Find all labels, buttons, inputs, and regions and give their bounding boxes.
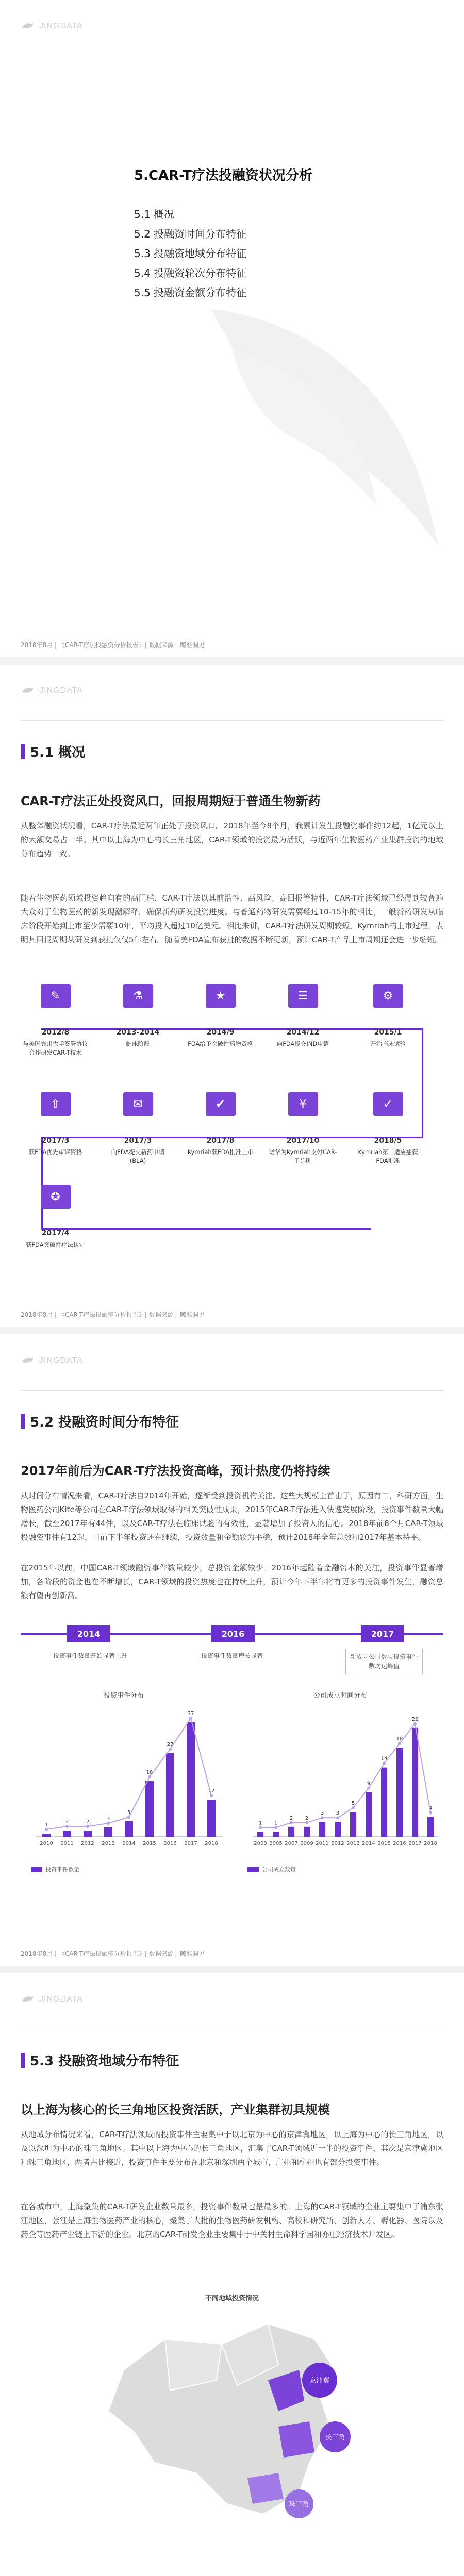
kymriah-timeline bbox=[21, 984, 443, 1273]
tick-label: 2018 bbox=[205, 1841, 218, 1846]
bar bbox=[366, 1792, 372, 1837]
bar bbox=[412, 1728, 418, 1837]
trend-point bbox=[383, 1762, 386, 1765]
data-label: 27 bbox=[167, 1742, 174, 1748]
tick-label: 2005 bbox=[269, 1841, 283, 1846]
toc-item[interactable]: 5.2 投融资时间分布特征 bbox=[134, 228, 247, 240]
chart-legend bbox=[31, 1865, 79, 1873]
paragraph: 从时间分布情况来看，CAR-T疗法自2014年开始，逐渐受到投资机构关注。这些大规模上首由于，原因有二，科研方面，生物医药公司Kite等公司在CAR-T疗法领域取得的相关突破性成果，2015年CAR-T疗法进入快速发展阶段，投资事件数量大幅增长，截至2017年有44件，以及CAR-T疗法在临床试验的有效性，显著增加了投资人的信心。2018年前8个月CAR-T领域投融资事件有12起，目前下半年投资还在继续，投资数量和金额较为平稳，预计2018年全年总数和2017年基本持平。 bbox=[21, 1491, 443, 1542]
toc-item[interactable]: 5.5 投融资金额分布特征 bbox=[134, 286, 247, 299]
trend-point bbox=[367, 1787, 370, 1790]
year-tag: 2014 bbox=[67, 1625, 110, 1642]
paragraph: 在2015年以前，中国CAR-T领域融资事件数量较少，总投资金额较少。2016年起随着金融资本的关注，投资事件显著增加，各阶段的资金也在不断增长，CAR-T领域的投资热度也在持续上升，预计今年下半年将有更多的投资事件发生，融资总额有望再创新高。 bbox=[21, 1563, 443, 1600]
whale-logo-icon bbox=[21, 1354, 34, 1367]
data-label: 12 bbox=[208, 1788, 215, 1794]
whale-logo-icon bbox=[21, 20, 34, 33]
toc-title: 5.CAR-T疗法投融资状况分析 bbox=[134, 168, 312, 183]
region-label-pearl bbox=[285, 2489, 313, 2518]
submit-icon: ✉ bbox=[123, 1092, 153, 1116]
section-subtitle: 以上海为核心的长三角地区投资活跃，产业集群初具规模 bbox=[21, 2103, 330, 2117]
bar bbox=[125, 1821, 133, 1837]
data-label: 18 bbox=[146, 1770, 153, 1775]
event-year: 2017/8 bbox=[206, 1137, 235, 1145]
bar bbox=[335, 1822, 341, 1837]
data-label: 1 bbox=[258, 1820, 262, 1826]
timeline-event bbox=[103, 1092, 173, 1165]
toc-item[interactable]: 5.1 概况 bbox=[134, 208, 175, 221]
data-label: 5 bbox=[351, 1801, 355, 1806]
bar bbox=[207, 1800, 216, 1837]
data-label: 1 bbox=[274, 1820, 278, 1826]
region-label: 珠三角 bbox=[289, 2501, 309, 2509]
event-year: 2014/9 bbox=[206, 1028, 235, 1037]
tick-label: 2015 bbox=[377, 1841, 391, 1846]
decorative-bird-icon bbox=[201, 289, 449, 556]
timeline-event bbox=[103, 984, 173, 1048]
trend-point bbox=[189, 1717, 192, 1720]
trend-point bbox=[127, 1816, 130, 1819]
page-overview bbox=[0, 665, 464, 1334]
timeline-line bbox=[41, 1228, 371, 1230]
award-icon: ★ bbox=[206, 984, 236, 1008]
timeline-event bbox=[353, 984, 423, 1048]
data-label: 4 bbox=[428, 1805, 433, 1811]
trend-point bbox=[86, 1825, 89, 1828]
event-text: 临床阶段 bbox=[126, 1040, 150, 1047]
timeline-event bbox=[353, 1092, 423, 1165]
tick-label: 2012 bbox=[331, 1841, 344, 1846]
event-year: 2017/3 bbox=[41, 1137, 70, 1145]
event-year: 2014/12 bbox=[286, 1028, 320, 1037]
footnote: 2018年8月 | 《CAR-T疗法投融资分析报告》| 数据来源：鲸准洞见 bbox=[21, 1311, 205, 1318]
event-text: Kymriah获FDA批准上市 bbox=[187, 1148, 254, 1156]
data-label: 5 bbox=[127, 1810, 131, 1816]
bar bbox=[166, 1753, 174, 1837]
timeline-event bbox=[268, 984, 338, 1048]
trend-point bbox=[210, 1794, 213, 1797]
data-label: 1 bbox=[44, 1822, 48, 1828]
flask-icon: ⚗ bbox=[123, 984, 153, 1008]
region-yangtze-delta bbox=[278, 2421, 314, 2458]
trend-point bbox=[413, 1722, 417, 1725]
timeline-event bbox=[21, 1092, 90, 1157]
brand-name: JINGDATA bbox=[39, 1995, 83, 2004]
page-separator bbox=[0, 1966, 464, 1973]
event-year: 2017/4 bbox=[41, 1229, 70, 1238]
tick-label: 2011 bbox=[316, 1841, 329, 1846]
footnote: 2018年8月 | 《CAR-T疗法投融资分析报告》| 数据来源：鲸准洞见 bbox=[21, 1950, 205, 1957]
tick-label: 2007 bbox=[285, 1841, 298, 1846]
bar bbox=[396, 1748, 403, 1837]
brand-logo bbox=[21, 1354, 83, 1367]
chart-legend bbox=[247, 1865, 296, 1873]
event-year: 2018/5 bbox=[374, 1137, 402, 1145]
data-label: 3 bbox=[106, 1816, 110, 1822]
event-year: 2017/3 bbox=[124, 1137, 152, 1145]
event-text: 获FDA优先审评资格 bbox=[28, 1148, 82, 1156]
handshake-icon: ✎ bbox=[41, 984, 71, 1008]
paragraph: 在各城市中，上海聚集的CAR-T研发企业数量最多，投资事件数量也是最多的。上海的CAR-T领域的企业主要集中于浦东张江地区，张江是上海生物医药产业的核心，聚集了大批的生物医药研发机构、高校和研究所、创新人才、孵化器、医院以及药企等医药产业链上下游的企业。北京的CAR-T研发企业主要集中于中关村生命科学园和亦庄经济技术开发区。 bbox=[21, 2202, 443, 2239]
page-separator bbox=[0, 657, 464, 665]
section-title-text: 5.2 投融资时间分布特征 bbox=[30, 1415, 179, 1430]
divider bbox=[21, 720, 443, 721]
bar bbox=[42, 1834, 51, 1837]
data-label: 3 bbox=[336, 1810, 340, 1817]
tick-label: 2018 bbox=[424, 1841, 437, 1846]
event-text: 与美国宾州大学签署协议合作研发CAR-T技术 bbox=[23, 1040, 88, 1056]
region-label-yangtze bbox=[320, 2421, 351, 2452]
section-subtitle: CAR-T疗法正处投资风口，回报周期短于普通生物新药 bbox=[21, 794, 321, 808]
page-toc bbox=[0, 0, 464, 665]
event-text: FDA给予突破性药物资格 bbox=[188, 1040, 253, 1047]
trend-point bbox=[107, 1822, 110, 1825]
tick-label: 2009 bbox=[300, 1841, 313, 1846]
year-note: 新成立公司数与投资事件数均达峰值 bbox=[345, 1649, 423, 1674]
legend-label: 公司成立数量 bbox=[262, 1866, 296, 1873]
bar bbox=[84, 1831, 92, 1837]
bar bbox=[257, 1832, 263, 1837]
paragraph: 从地域分布情况来看，CAR-T疗法领域的投资事件主要集中于以北京为中心的京津冀地区，以上海为中心的长三角地区，以及以深圳为中心的珠三角地区。其中以上海为中心的长三角地区，汇集了CAR-T领域近一半的投资事件，其次是京津冀地区和珠三角地区，两者占比接近，投资事件主要分布在北京和深圳两个城市，广州和杭州也有部分投资事件。 bbox=[21, 2130, 443, 2167]
legend-label: 投资事件数量 bbox=[45, 1866, 79, 1873]
trend-point bbox=[45, 1828, 48, 1831]
trend-point bbox=[259, 1826, 262, 1829]
bar bbox=[288, 1827, 294, 1837]
bar bbox=[273, 1832, 279, 1837]
trend-point bbox=[321, 1816, 324, 1819]
page-separator bbox=[0, 1327, 464, 1334]
whale-logo-icon bbox=[21, 684, 34, 698]
event-year: 2017/10 bbox=[286, 1137, 320, 1145]
section-title-text: 5.1 概况 bbox=[30, 745, 86, 760]
timeline-event bbox=[268, 1092, 338, 1165]
tick-label: 2016 bbox=[163, 1841, 177, 1846]
event-text: 获FDA突破性疗法认定 bbox=[25, 1241, 86, 1248]
trend-line bbox=[260, 1724, 433, 1828]
data-label: 22 bbox=[411, 1716, 419, 1722]
data-label: 14 bbox=[380, 1756, 388, 1762]
tick-label: 2013 bbox=[346, 1841, 360, 1846]
year-note: 投资事件数量开始显著上升 bbox=[53, 1652, 127, 1659]
brand-logo bbox=[21, 1993, 83, 2006]
section-title bbox=[21, 2050, 179, 2070]
company-founding-chart bbox=[237, 1703, 443, 1857]
tick-label: 2017 bbox=[408, 1841, 422, 1846]
trend-point bbox=[429, 1811, 432, 1815]
timeline-event bbox=[21, 1185, 90, 1249]
trend-point bbox=[398, 1742, 401, 1745]
event-text: 向FDA提交IND申请 bbox=[276, 1040, 329, 1047]
trend-point bbox=[352, 1806, 355, 1809]
toc bbox=[134, 165, 392, 302]
trend-point bbox=[336, 1816, 339, 1819]
data-label: 18 bbox=[396, 1736, 403, 1742]
region-label: 长三角 bbox=[325, 2434, 345, 2442]
data-label: 2 bbox=[289, 1815, 293, 1821]
bar bbox=[350, 1812, 356, 1837]
tick-label: 2014 bbox=[362, 1841, 375, 1846]
data-label: 3 bbox=[320, 1810, 324, 1817]
bar bbox=[63, 1831, 71, 1837]
bar bbox=[381, 1768, 387, 1837]
document-icon: ☰ bbox=[288, 984, 318, 1008]
section-subtitle: 2017年前后为CAR-T疗法投资高峰，预计热度仍将持续 bbox=[21, 1464, 330, 1478]
trend-point bbox=[65, 1825, 69, 1828]
bar bbox=[304, 1827, 310, 1837]
event-year: 2012/8 bbox=[41, 1028, 70, 1037]
section-title bbox=[21, 742, 85, 761]
bar bbox=[319, 1822, 325, 1837]
tick-label: 2014 bbox=[122, 1841, 136, 1846]
brand-logo bbox=[21, 684, 83, 698]
paragraph: 从整体融资状况看，CAR-T疗法最近两年正处于投资风口。2018年至今8个月，我累计发生投融资事件约12起，1亿元以上的大额交易占一半。其中以上海为中心的长三角地区，CAR-T领域的投资最为活跃，与近两年生物医药产业集群投资的地域分布趋势一致。 bbox=[21, 821, 443, 858]
data-label: 2 bbox=[86, 1819, 90, 1825]
trial-icon: ⚙ bbox=[373, 984, 403, 1008]
event-text: Kymriah第二适应症获FDA批准 bbox=[358, 1148, 418, 1164]
timeline-event bbox=[186, 984, 255, 1048]
map-title: 不同地域投资情况 bbox=[205, 2295, 259, 2302]
china-map bbox=[93, 2308, 371, 2535]
year-tag: 2016 bbox=[211, 1625, 255, 1642]
year-tag: 2017 bbox=[361, 1625, 404, 1642]
event-text: 诺华为Kymriah支付CAR-T专利 bbox=[269, 1148, 337, 1164]
brand-logo bbox=[21, 20, 83, 33]
trend-point bbox=[148, 1775, 151, 1778]
event-text: 开始临床试验 bbox=[370, 1040, 406, 1047]
region-label-jingjinji bbox=[302, 2363, 337, 2398]
page-region-distribution bbox=[0, 1973, 464, 2576]
chart-title: 公司成立时间分布 bbox=[313, 1692, 367, 1700]
approve-icon: ✓ bbox=[373, 1092, 403, 1116]
toc-list bbox=[134, 205, 392, 302]
whale-logo-icon bbox=[21, 1993, 34, 2006]
priority-icon: ⇧ bbox=[41, 1092, 71, 1116]
tick-label: 2003 bbox=[254, 1841, 267, 1846]
brand-name: JINGDATA bbox=[39, 22, 83, 30]
tick-label: 2015 bbox=[143, 1841, 156, 1846]
tick-label: 2013 bbox=[102, 1841, 115, 1846]
region-pearl-delta bbox=[247, 2473, 284, 2504]
brand-name: JINGDATA bbox=[39, 1356, 83, 1365]
divider bbox=[21, 1390, 443, 1391]
trend-point bbox=[274, 1826, 277, 1829]
bar bbox=[145, 1781, 154, 1837]
tick-label: 2016 bbox=[393, 1841, 406, 1846]
data-label: 2 bbox=[65, 1819, 69, 1825]
trend-point bbox=[305, 1821, 308, 1824]
event-text: 向FDA提交新药申请(BLA) bbox=[111, 1148, 165, 1164]
section-title bbox=[21, 1412, 179, 1431]
check-icon: ✔ bbox=[206, 1092, 236, 1116]
tick-label: 2012 bbox=[81, 1841, 94, 1846]
trend-point bbox=[290, 1821, 293, 1824]
data-label: 2 bbox=[305, 1815, 309, 1821]
bar bbox=[104, 1827, 112, 1837]
toc-item[interactable]: 5.3 投融资地域分布特征 bbox=[134, 247, 247, 260]
paragraph: 随着生物医药领域投资趋向有的高门槛，CAR-T疗法以其前沿性、高风险、高回报等特性，CAR-T疗法领域已经得到较普遍大众对于生物医药的新发现潮解释，确保新药研发投资进度。与普通药物研发需要经过10-15年的相比，一般新药研发从临床阶段开始到上市至少需要10年，平均投入超过10亿美元。相比来讲，CAR-T疗法研发周期较短，Kymriah的上市过程，表明其回报周期从研发到获批仅仅5年左右。随着美FDA宣布获批的数据不断更新，预计CAR-T产品上市周期还会进一步缩短。 bbox=[21, 893, 443, 944]
tick-label: 2017 bbox=[184, 1841, 197, 1846]
bar bbox=[427, 1817, 434, 1837]
timeline-event bbox=[186, 1092, 255, 1157]
chart-title: 投资事件分布 bbox=[103, 1692, 144, 1700]
event-year: 2013-2014 bbox=[116, 1028, 160, 1037]
section-title-text: 5.3 投融资地域分布特征 bbox=[30, 2054, 179, 2069]
bar bbox=[187, 1722, 195, 1837]
tick-label: 2010 bbox=[40, 1841, 53, 1846]
data-label: 37 bbox=[187, 1711, 194, 1717]
money-icon: ¥ bbox=[288, 1092, 318, 1116]
badge-icon: ✪ bbox=[41, 1185, 71, 1209]
toc-item[interactable]: 5.4 投融资轮次分布特征 bbox=[134, 267, 247, 279]
page-time-distribution bbox=[0, 1334, 464, 1973]
timeline-event bbox=[21, 984, 90, 1057]
event-year: 2015/1 bbox=[374, 1028, 402, 1037]
footnote: 2018年8月 | 《CAR-T疗法投融资分析报告》| 数据来源：鲸准洞见 bbox=[21, 641, 205, 649]
year-note: 投资事件数量增长显著 bbox=[201, 1652, 263, 1659]
tick-label: 2011 bbox=[60, 1841, 74, 1846]
brand-name: JINGDATA bbox=[39, 686, 83, 695]
region-label: 京津冀 bbox=[309, 2377, 330, 2385]
data-label: 9 bbox=[367, 1781, 371, 1787]
investment-events-chart bbox=[21, 1703, 227, 1857]
trend-point bbox=[169, 1748, 172, 1751]
